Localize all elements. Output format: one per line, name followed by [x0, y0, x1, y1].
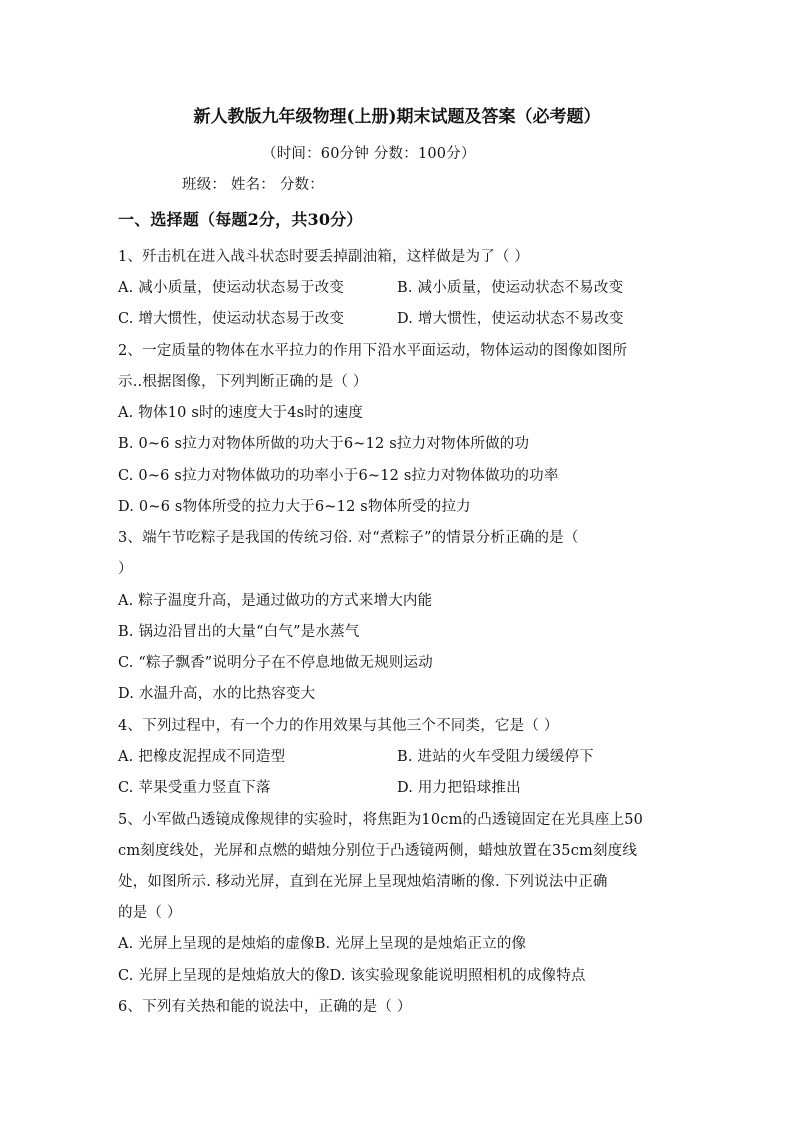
- question-4-option-d: D. 用力把铅球推出: [397, 780, 521, 796]
- question-5-stem-line4: 的是（ ）: [118, 905, 182, 921]
- question-6-stem: 6、下列有关热和能的说法中，正确的是（ ）: [118, 999, 412, 1015]
- section-heading: 一、选择题（每题2分，共30分）: [118, 210, 363, 229]
- question-1-option-d: D. 增大惯性，使运动状态不易改变: [397, 311, 624, 327]
- page-title: 新人教版九年级物理(上册)期末试题及答案（必考题）: [193, 107, 601, 127]
- question-4-stem: 4、下列过程中，有一个力的作用效果与其他三个不同类，它是（ ）: [118, 718, 559, 734]
- question-2-option-a: A. 物体10 s时的速度大于4s时的速度: [118, 405, 364, 421]
- question-2-option-b: B. 0~6 s拉力对物体所做的功大于6~12 s拉力对物体所做的功: [118, 436, 530, 452]
- question-5-options-ab: A. 光屏上呈现的是烛焰的虚像B. 光屏上呈现的是烛焰正立的像: [118, 936, 527, 952]
- question-4-option-c: C. 苹果受重力竖直下落: [118, 780, 271, 796]
- question-3-option-a: A. 粽子温度升高，是通过做功的方式来增大内能: [118, 593, 433, 609]
- exam-time-score: （时间：60分钟 分数：100分）: [262, 146, 476, 162]
- question-2-option-c: C. 0~6 s拉力对物体做功的功率小于6~12 s拉力对物体做功的功率: [118, 468, 559, 484]
- question-2-stem-line1: 2、一定质量的物体在水平拉力的作用下沿水平面运动，物体运动的图像如图所: [118, 343, 628, 359]
- question-5-stem-line1: 5、小军做凸透镜成像规律的实验时，将焦距为10cm的凸透镜固定在光具座上50: [118, 812, 644, 828]
- question-5-stem-line3: 处，如图所示. 移动光屏，直到在光屏上呈现烛焰清晰的像. 下列说法中正确: [118, 874, 608, 890]
- question-1-option-b: B. 减小质量，使运动状态不易改变: [397, 280, 624, 296]
- question-3-stem-line1: 3、端午节吃粽子是我国的传统习俗. 对“煮粽子”的情景分析正确的是（: [118, 530, 579, 546]
- question-1-stem: 1、歼击机在进入战斗状态时要丢掉副油箱，这样做是为了（ ）: [118, 249, 530, 265]
- question-3-option-c: C. “粽子飘香”说明分子在不停息地做无规则运动: [118, 655, 433, 671]
- question-2-stem-line2: 示..根据图像，下列判断正确的是（ ）: [118, 374, 368, 390]
- question-2-option-d: D. 0~6 s物体所受的拉力大于6~12 s物体所受的拉力: [118, 499, 471, 515]
- question-4-option-a: A. 把橡皮泥捏成不同造型: [118, 749, 286, 765]
- question-1-option-a: A. 减小质量，使运动状态易于改变: [118, 280, 345, 296]
- question-5-stem-line2: cm刻度线处，光屏和点燃的蜡烛分别位于凸透镜两侧，蜡烛放置在35cm刻度线: [118, 843, 638, 859]
- question-3-option-d: D. 水温升高，水的比热容变大: [118, 686, 316, 702]
- question-3-stem-line2: ）: [118, 561, 133, 577]
- question-1-option-c: C. 增大惯性，使运动状态易于改变: [118, 311, 345, 327]
- question-3-option-b: B. 锅边沿冒出的大量“白气”是水蒸气: [118, 624, 360, 640]
- student-info-line: 班级： 姓名： 分数：: [182, 177, 324, 193]
- question-5-options-cd: C. 光屏上呈现的是烛焰放大的像D. 该实验现象能说明照相机的成像特点: [118, 968, 586, 984]
- question-4-option-b: B. 进站的火车受阻力缓缓停下: [397, 749, 594, 765]
